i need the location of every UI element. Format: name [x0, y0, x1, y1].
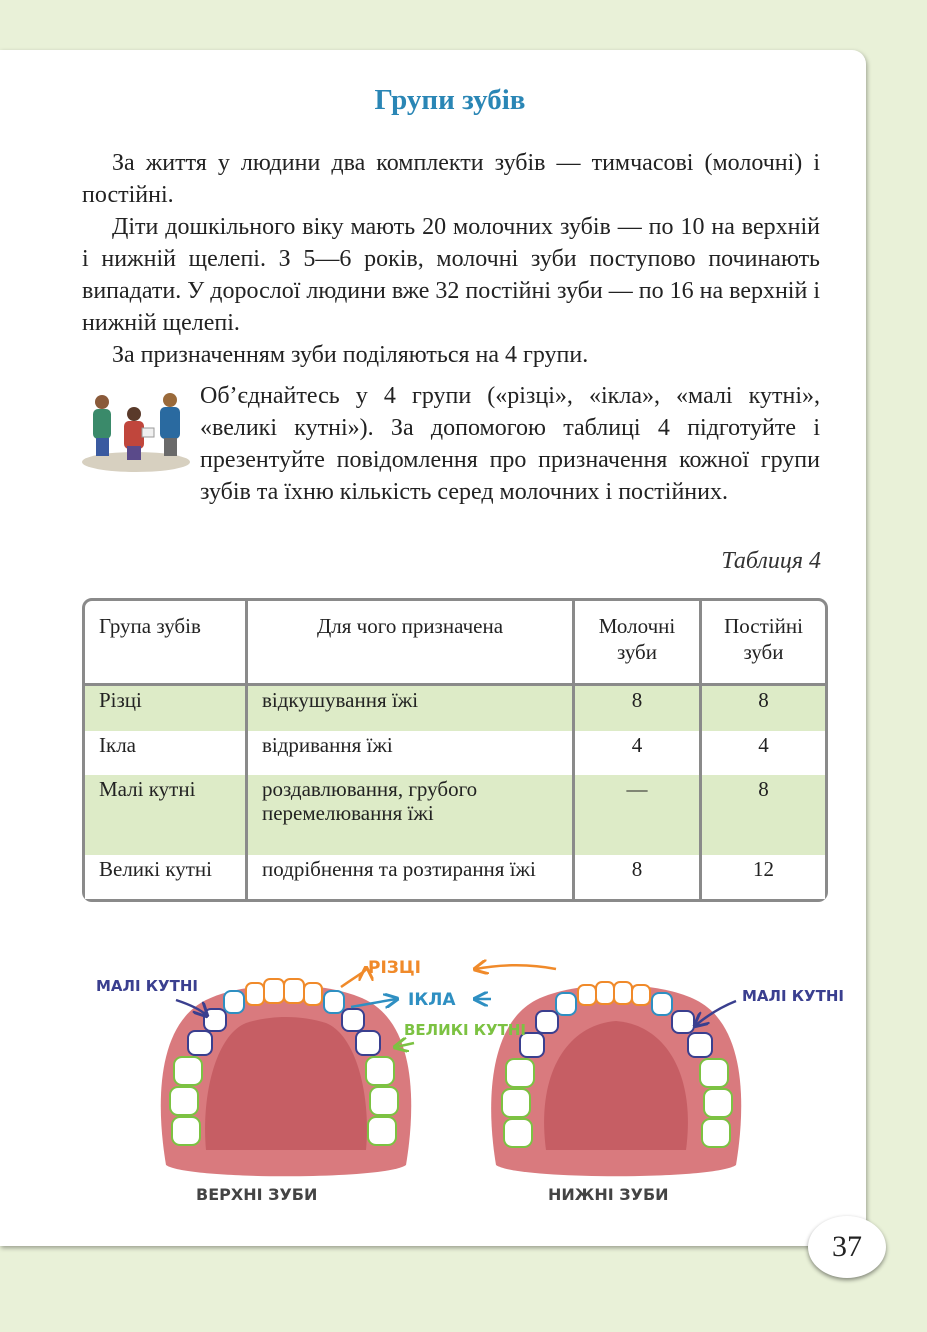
lower-jaw — [491, 982, 741, 1176]
page-number: 37 — [808, 1216, 886, 1278]
label-upper-teeth: ВЕРХНІ ЗУБИ — [196, 1185, 318, 1204]
label-small-molars-left: МАЛІ КУТНІ — [96, 977, 198, 995]
cell-group: Різці — [85, 685, 247, 732]
paragraph-2: Діти дошкільного віку мають 20 молочних зубів — по 10 на верхній і нижній щелепі. З 5—6 років, молочні зуби поступово починають випадати. У дорослої людини вже 32 постійні зуби — по 16 на верхній і нижній щелепі. — [82, 214, 820, 336]
label-incisors: РІЗЦІ — [368, 958, 421, 978]
label-large-molars: ВЕЛИКІ КУТНІ — [404, 1021, 526, 1039]
cell-permanent: 8 — [758, 688, 769, 712]
label-lower-teeth: НИЖНІ ЗУБИ — [548, 1185, 669, 1204]
table-header-row — [85, 601, 825, 685]
cell-milk: — — [574, 775, 701, 854]
cell-group: Великі кутні — [85, 855, 247, 899]
page-title: Групи зубів — [374, 84, 526, 116]
teeth-groups-table — [82, 598, 828, 902]
table-row — [85, 731, 825, 775]
cell-purpose: відривання їжі — [247, 731, 574, 775]
group-work-icon — [80, 384, 192, 474]
table-row — [85, 685, 825, 732]
table-row — [85, 775, 825, 854]
table-caption: Таблиця 4 — [721, 548, 821, 574]
label-small-molars-right: МАЛІ КУТНІ — [742, 987, 844, 1005]
cell-permanent: 4 — [758, 733, 769, 758]
header-purpose: Для чого призначена — [247, 601, 574, 685]
group-task-text: Об’єднайтесь у 4 групи («різці», «ікла», «малі кутні», «великі кутні»). За допомогою таблиці 4 підготуйте і презентуйте повідомлення про призначення кожної групи зубів та їхню кількість серед молочних і постійних. — [200, 383, 820, 505]
cell-milk: 8 — [574, 685, 701, 732]
cell-milk: 8 — [574, 855, 701, 899]
cell-permanent: 12 — [753, 856, 774, 881]
cell-group: Ікла — [85, 731, 247, 775]
cell-group: Малі кутні — [85, 775, 247, 854]
cell-permanent: 8 — [758, 777, 769, 802]
cell-milk: 4 — [574, 731, 701, 775]
cell-purpose: подрібнення та розтирання їжі — [247, 855, 574, 899]
header-permanent: Постійні зуби — [724, 614, 803, 664]
table-row — [85, 855, 825, 899]
header-group: Група зубів — [85, 601, 247, 685]
cell-purpose: роздавлювання, грубого перемелювання їжі — [247, 775, 574, 854]
paragraph-3: За призначенням зуби поділяються на 4 групи. — [112, 342, 589, 368]
header-milk: Молочні зуби — [574, 601, 701, 685]
paragraph-1: За життя у людини два комплекти зубів — тимчасові (молочні) і постійні. — [82, 150, 820, 208]
teeth-diagram — [96, 955, 844, 1215]
cell-purpose: відкушування їжі — [247, 685, 574, 732]
label-canines: ІКЛА — [408, 990, 456, 1010]
